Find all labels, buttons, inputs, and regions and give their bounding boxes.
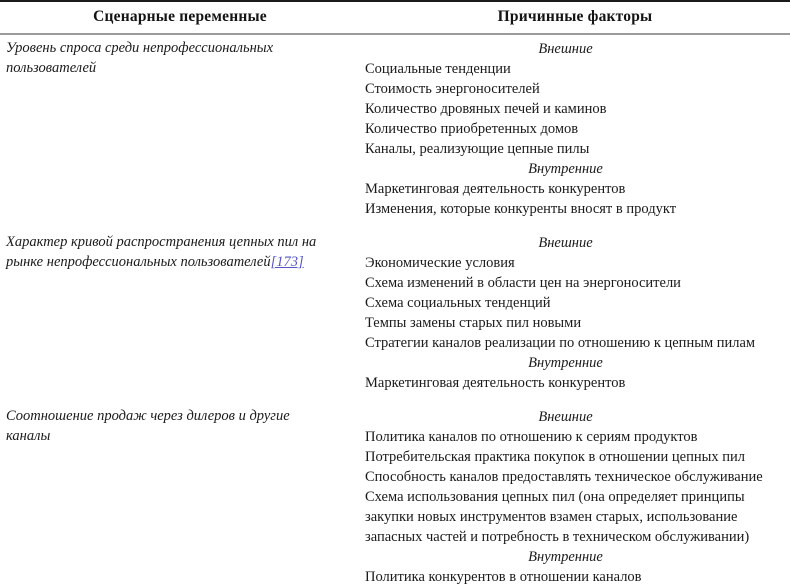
group-label-internal: Внутренние (528, 161, 603, 177)
causal-factors-cell (360, 233, 790, 393)
external-factor-item: Схема использования цепных пил (она определяет принципы закупки новых инструментов взамен старых, использование запасных частей и потребность в техническом обслуживании) (365, 489, 750, 545)
group-label-external: Внешние (538, 41, 593, 57)
table-row (0, 407, 790, 587)
internal-factor-item: Маркетинговая деятельность конкурентов (365, 375, 626, 391)
scenario-variable-line: каналы (6, 427, 51, 444)
row-spacer (0, 393, 790, 407)
scenario-variable-cell (0, 233, 360, 272)
scenario-variable-line: рынке непрофессиональных пользователей (6, 253, 271, 270)
external-factor-item: Экономические условия (365, 255, 515, 271)
external-factor-item: Потребительская практика покупок в отношении цепных пил (365, 449, 746, 465)
external-factor-item: Стоимость энергоносителей (365, 81, 540, 97)
external-factor-item: Политика каналов по отношению к сериям продуктов (365, 429, 698, 445)
table-header-rule (0, 33, 790, 35)
row-spacer (0, 219, 790, 233)
external-factor-item: Стратегии каналов реализации по отношению к цепным пилам (365, 335, 756, 351)
scenario-variable-text (6, 233, 346, 272)
column-header-causal-factors: Причинные факторы (497, 8, 653, 25)
external-factor-item: Способность каналов предоставлять техническое обслуживание (365, 469, 763, 485)
scenario-variable-text (6, 39, 346, 78)
external-factor-item: Социальные тенденции (365, 61, 511, 77)
scenario-variable-line: Уровень спроса среди непрофессиональных (6, 40, 274, 56)
scenario-variable-line: пользователей (6, 59, 97, 76)
external-factor-item: Каналы, реализующие цепные пилы (365, 141, 590, 157)
table-body (0, 39, 790, 585)
scenario-variable-text (6, 407, 346, 446)
table-row (0, 39, 790, 219)
external-factor-item: Схема изменений в области цен на энергоносители (365, 275, 681, 291)
column-header-scenario-variables: Сценарные переменные (93, 8, 267, 25)
group-label-internal: Внутренние (528, 549, 603, 565)
footnote-reference-link[interactable]: [173] (270, 253, 304, 270)
group-label-internal: Внутренние (528, 355, 603, 371)
external-factor-item: Темпы замены старых пил новыми (365, 315, 582, 331)
causal-factors-cell (360, 39, 790, 219)
scenario-variable-cell (0, 407, 360, 446)
table-top-rule (0, 0, 790, 2)
scenario-variable-line: Характер кривой распространения цепных пил на (6, 234, 317, 250)
group-label-external: Внешние (538, 409, 593, 425)
table-header-row (0, 4, 790, 32)
external-factor-item: Количество дровяных печей и каминов (365, 101, 607, 117)
group-label-external: Внешние (538, 235, 593, 251)
internal-factor-item: Изменения, которые конкуренты вносят в продукт (365, 201, 677, 217)
external-factor-item: Количество приобретенных домов (365, 121, 579, 137)
internal-factor-item: Политика конкурентов в отношении каналов (365, 569, 642, 585)
internal-factor-item: Маркетинговая деятельность конкурентов (365, 181, 626, 197)
causal-factors-cell (360, 407, 790, 587)
scenario-variable-cell (0, 39, 360, 78)
scenario-variable-line: Соотношение продаж через дилеров и другие (6, 408, 290, 424)
external-factor-item: Схема социальных тенденций (365, 295, 551, 311)
table-row (0, 233, 790, 393)
